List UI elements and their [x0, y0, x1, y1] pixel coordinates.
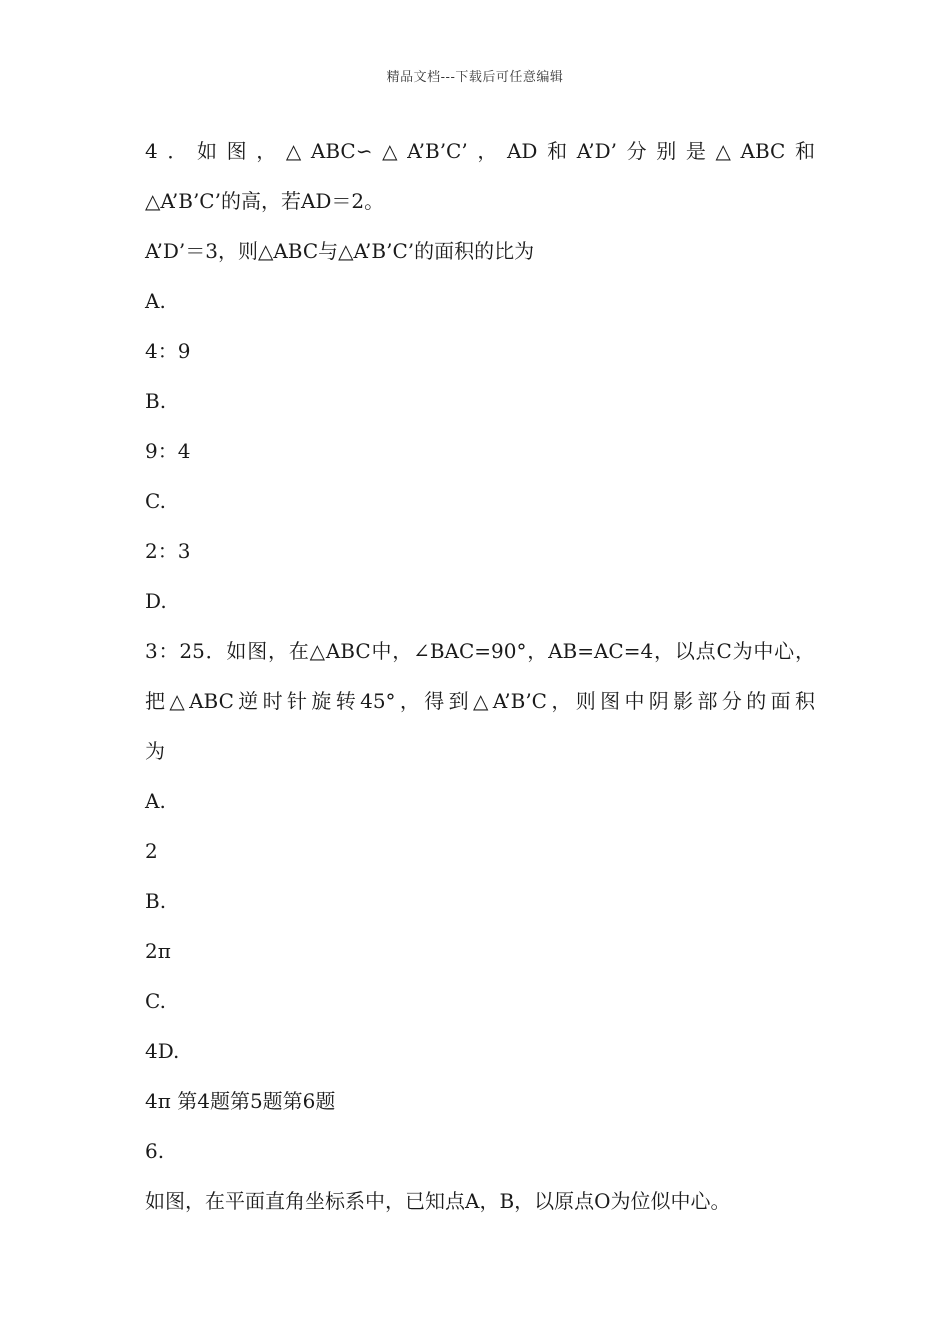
text-line: 3：25．如图，在△ABC中，∠BAC=90°，AB=AC=4，以点C为中心， [145, 639, 815, 663]
option-label: A. [145, 289, 166, 313]
text-line: 为 [145, 739, 165, 763]
option-text: 2：3 [145, 539, 191, 563]
option-text: 4D. [145, 1039, 180, 1063]
option-text: 9：4 [145, 439, 191, 463]
option-label: B. [145, 889, 167, 913]
text-line: 如图，在平面直角坐标系中，已知点A，B，以原点O为位似中心。 [145, 1189, 731, 1213]
text-line: 4．如图，△ABC∽△A’B’C’，AD和A’D’分别是△ABC和 [145, 139, 815, 163]
option-text: 4：9 [145, 339, 191, 363]
option-label: C. [145, 489, 166, 513]
text-line: 4π 第4题第5题第6题 [145, 1089, 336, 1113]
question-number: 6. [145, 1139, 165, 1163]
page-header: 精品文档---下载后可任意编辑 [386, 70, 564, 85]
document-body [145, 130, 815, 1230]
option-label: D. [145, 589, 167, 613]
option-text: 2 [145, 839, 158, 863]
text-line: △A’B’C’的高，若AD＝2。 [145, 189, 385, 213]
option-label: A. [145, 789, 166, 813]
option-label: B. [145, 389, 167, 413]
option-text: 2π [145, 939, 171, 963]
text-line: A’D’＝3，则△ABC与△A’B’C’的面积的比为 [145, 239, 535, 263]
text-line: 把△ABC逆时针旋转45°，得到△A’B’C，则图中阴影部分的面积 [145, 689, 815, 713]
option-label: C. [145, 989, 166, 1013]
